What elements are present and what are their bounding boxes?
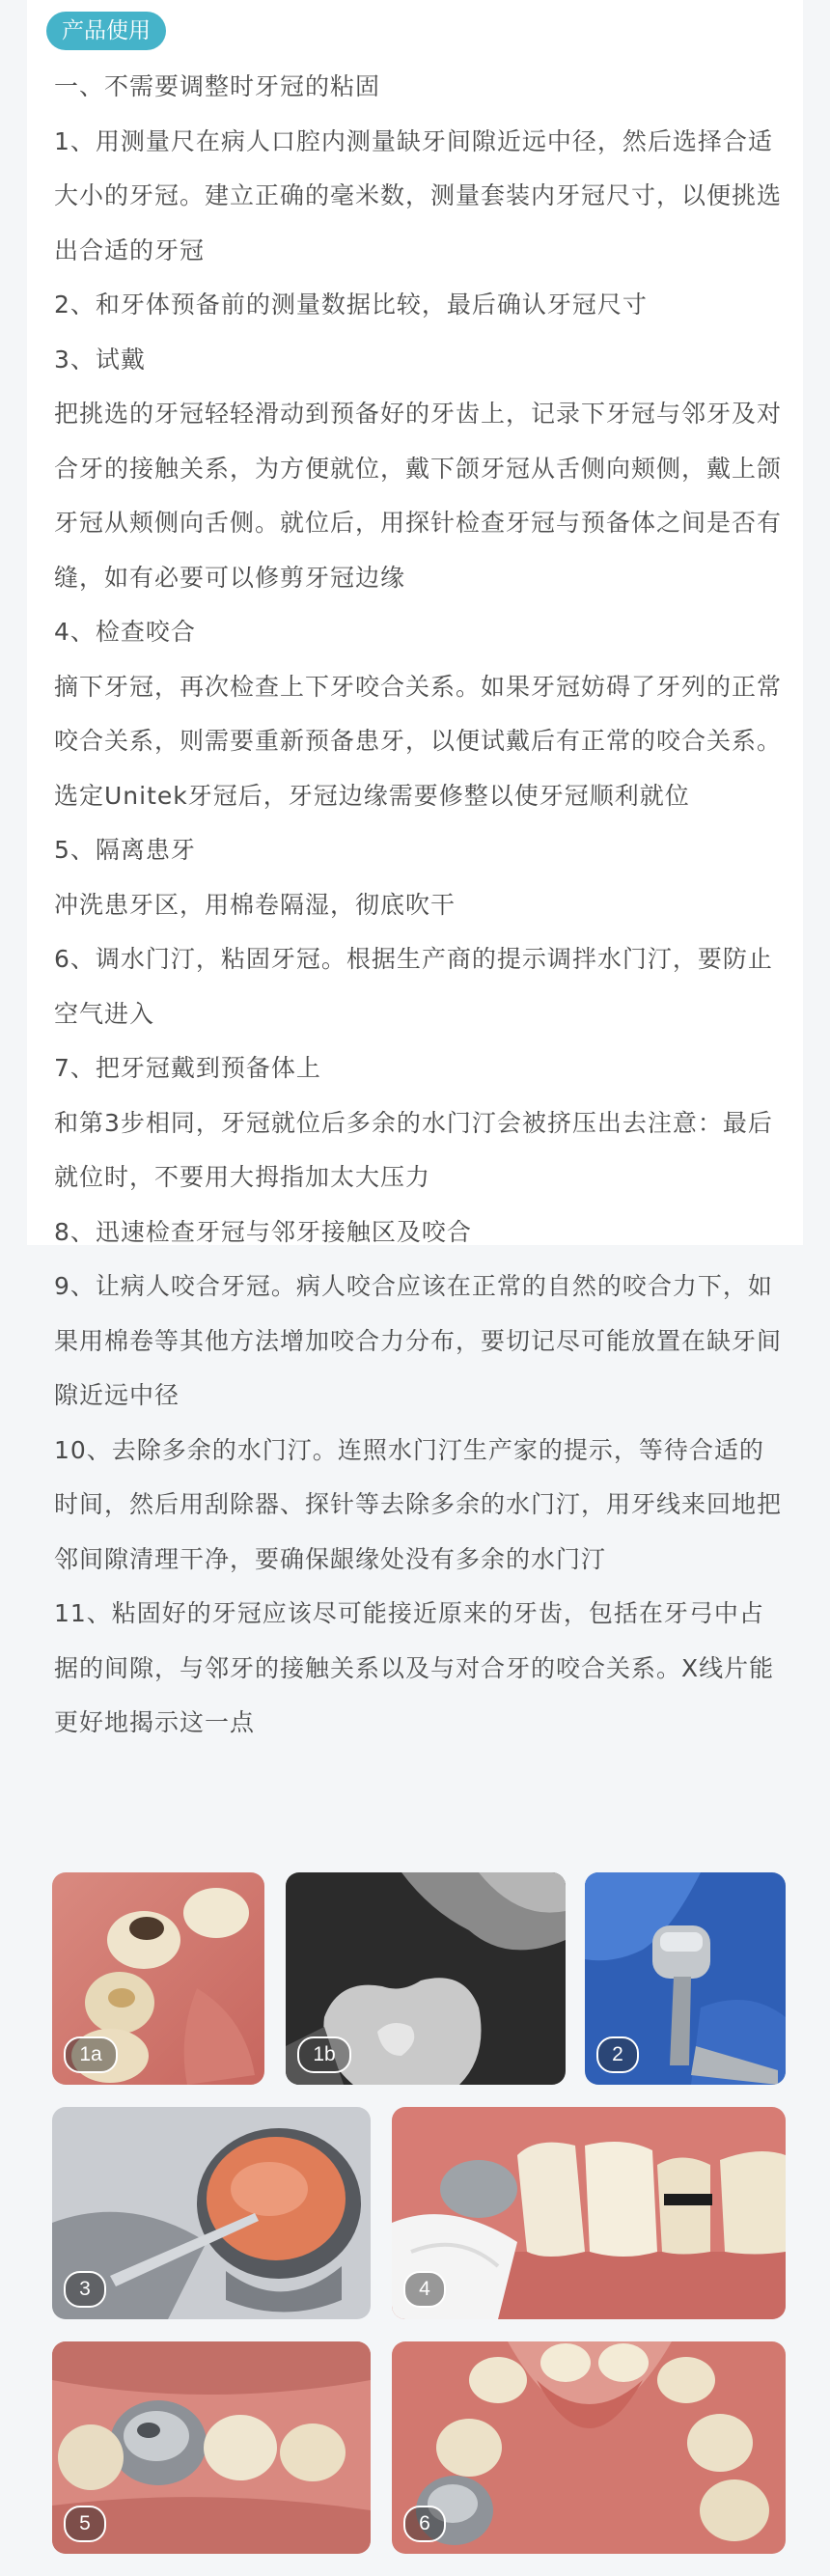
photo-label-5: 5 <box>64 2506 106 2542</box>
step-5-title: 5、隔离患牙 <box>54 836 196 864</box>
photo-6 <box>392 2341 786 2554</box>
step-7-title: 7、把牙冠戴到预备体上 <box>54 1054 321 1082</box>
step-4-body: 摘下牙冠，再次检查上下牙咬合关系。如果牙冠妨碍了牙列的正常咬合关系，则需要重新预备患牙，以便试戴后有正常的咬合关系。选定Unitek牙冠后，牙冠边缘需要修整以使牙冠顺利就位 <box>54 672 783 810</box>
section-badge: 产品使用 <box>46 12 166 50</box>
photo-label-2: 2 <box>596 2036 639 2073</box>
step-heading: 一、不需要调整时牙冠的粘固 <box>54 72 381 100</box>
step-2: 2、和牙体预备前的测量数据比较，最后确认牙冠尺寸 <box>54 291 648 319</box>
step-9: 9、让病人咬合牙冠。病人咬合应该在正常的自然的咬合力下，如果用棉卷等其他方法增加咬合力分布，要切记尽可能放置在缺牙间隙近远中径 <box>54 1272 783 1409</box>
step-1: 1、用测量尺在病人口腔内测量缺牙间隙近远中径，然后选择合适大小的牙冠。建立正确的毫米数，测量套装内牙冠尺寸，以便挑选出合适的牙冠 <box>54 126 783 264</box>
instructions-content <box>54 60 784 1751</box>
photo-1b <box>286 1872 566 2085</box>
photo-3 <box>52 2107 371 2319</box>
step-8: 8、迅速检查牙冠与邻牙接触区及咬合 <box>54 1217 472 1246</box>
photo-label-3-visible: 3 <box>64 2271 106 2308</box>
step-11: 11、粘固好的牙冠应该尽可能接近原来的牙齿，包括在牙弓中占据的间隙，与邻牙的接触关系以及与对合牙的咬合关系。X线片能更好地揭示这一点 <box>54 1599 775 1736</box>
step-6: 6、调水门汀，粘固牙冠。根据生产商的提示调拌水门汀，要防止空气进入 <box>54 945 773 1028</box>
photo-label-6: 6 <box>403 2506 446 2542</box>
step-7-body: 和第3步相同，牙冠就位后多余的水门汀会被挤压出去注意：最后就位时，不要用大拇指加太大压力 <box>54 1108 773 1191</box>
step-3-body: 把挑选的牙冠轻轻滑动到预备好的牙齿上，记录下牙冠与邻牙及对合牙的接触关系，为方便就位，戴下颌牙冠从舌侧向颊侧，戴上颌牙冠从颊侧向舌侧。就位后，用探针检查牙冠与预备体之间是否有缝，如有必要可以修剪牙冠边缘 <box>54 400 783 592</box>
step-5-body: 冲洗患牙区，用棉卷隔湿，彻底吹干 <box>54 890 456 919</box>
photo-1a <box>52 1872 264 2085</box>
step-3-title: 3、试戴 <box>54 345 146 374</box>
photo-label-1a: 1a <box>64 2036 118 2073</box>
photo-2 <box>585 1872 786 2085</box>
step-10: 10、去除多余的水门汀。连照水门汀生产家的提示，等待合适的时间，然后用刮除器、探针等去除多余的水门汀，用牙线来回地把邻间隙清理干净，要确保龈缘处没有多余的水门汀 <box>54 1435 783 1573</box>
photo-4 <box>392 2107 786 2319</box>
photo-5 <box>52 2341 371 2554</box>
photo-4-image <box>392 2107 786 2319</box>
photo-label-1b: 1b <box>297 2036 351 2073</box>
photo-6-image <box>392 2341 786 2554</box>
photo-label-4: 4 <box>403 2271 446 2308</box>
step-4-title: 4、检查咬合 <box>54 618 196 646</box>
